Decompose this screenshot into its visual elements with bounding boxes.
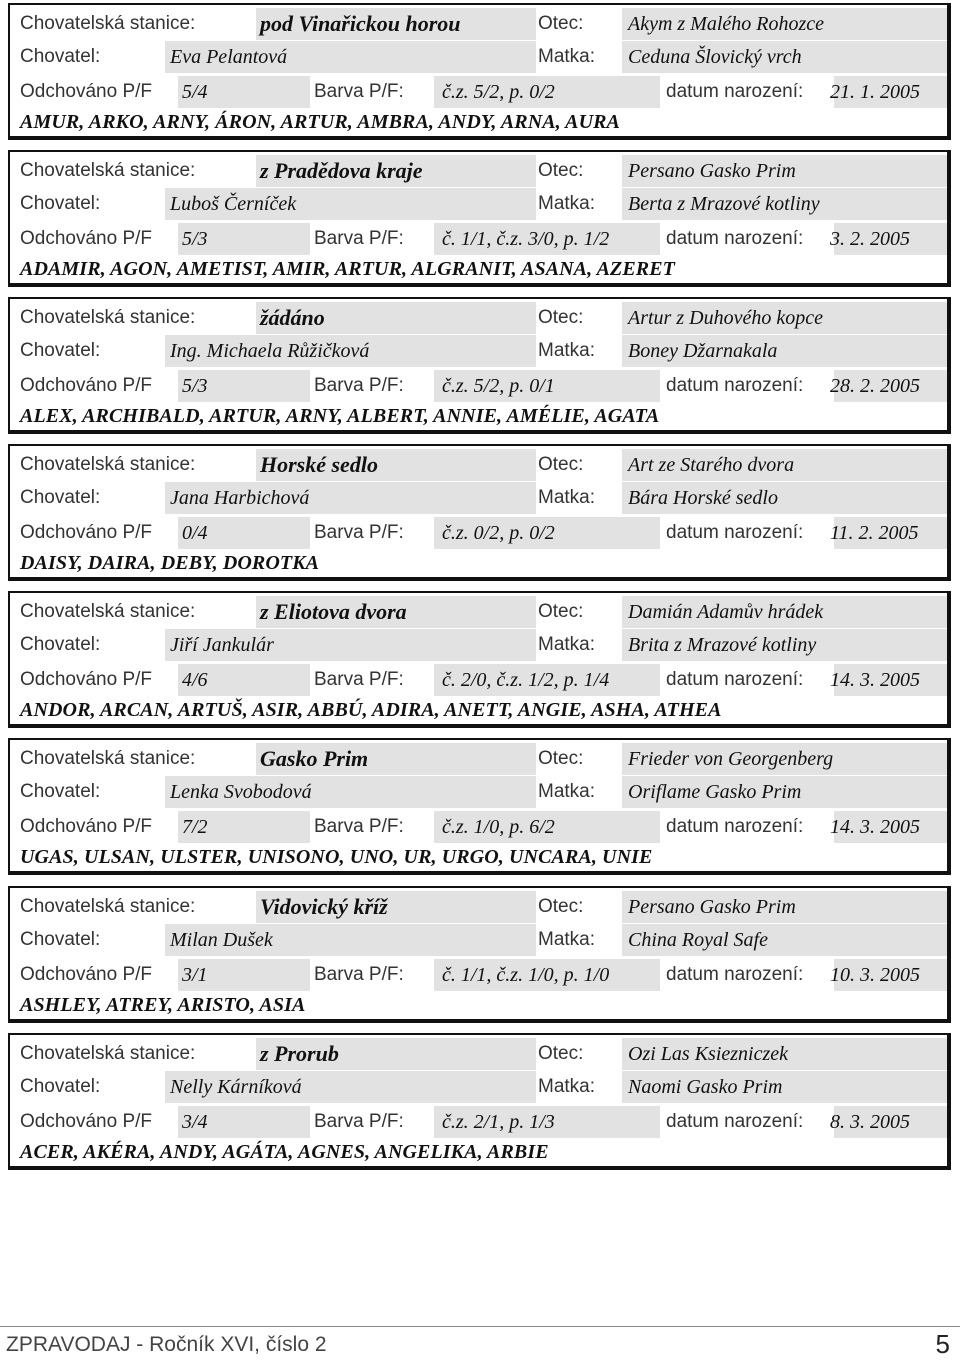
station-name: z Pradědova kraje [260, 158, 423, 183]
bred-label: Odchováno P/F [20, 816, 153, 837]
station-name: pod Vinařickou horou [260, 11, 461, 36]
bred-label: Odchováno P/F [20, 669, 153, 690]
footer-title: ZPRAVODAJ - Ročník XVI, číslo 2 [6, 1333, 327, 1356]
father-label: Otec: [538, 160, 584, 181]
color-value: č.z. 5/2, p. 0/1 [442, 375, 555, 397]
father-label: Otec: [538, 748, 584, 769]
row-details [10, 76, 947, 108]
father-name: Persano Gasko Prim [628, 896, 796, 918]
color-value: č. 2/0, č.z. 1/2, p. 1/4 [442, 669, 610, 691]
row-names [10, 695, 947, 725]
father-label: Otec: [538, 307, 584, 328]
father-name: Persano Gasko Prim [628, 160, 796, 182]
father-label: Otec: [538, 13, 584, 34]
puppy-names: ANDOR, ARCAN, ARTUŠ, ASIR, ABBÚ, ADIRA, ANETT, ANGIE, ASHA, ATHEA [20, 699, 722, 721]
breeder-label: Chovatel: [20, 340, 101, 361]
bred-value: 7/2 [182, 816, 208, 838]
birth-date: 3. 2. 2005 [830, 228, 910, 250]
station-label: Chovatelská stanice: [20, 601, 196, 622]
row-names [10, 254, 947, 284]
color-label: Barva P/F: [314, 228, 404, 249]
breeder-label: Chovatel: [20, 46, 101, 67]
litter-block [8, 150, 951, 287]
mother-label: Matka: [538, 46, 596, 67]
color-value: č.z. 2/1, p. 1/3 [442, 1111, 555, 1133]
father-label: Otec: [538, 1043, 584, 1064]
breeder-name: Jana Harbichová [170, 487, 310, 509]
puppy-names: AMUR, ARKO, ARNY, ÁRON, ARTUR, AMBRA, ANDY, ARNA, AURA [20, 111, 620, 133]
station-name: žádáno [260, 305, 325, 330]
puppy-names: ACER, AKÉRA, ANDY, AGÁTA, AGNES, ANGELIKA, ARBIE [20, 1141, 549, 1163]
mother-label: Matka: [538, 634, 596, 655]
father-name: Art ze Starého dvora [628, 454, 795, 476]
litter-block [8, 738, 951, 875]
station-label: Chovatelská stanice: [20, 13, 196, 34]
row-station [10, 302, 947, 334]
row-breeder [10, 335, 947, 367]
bred-value: 0/4 [182, 522, 208, 544]
birth-label: datum narození: [666, 669, 804, 690]
breeder-name: Eva Pelantová [170, 46, 288, 68]
puppy-names: DAISY, DAIRA, DEBY, DOROTKA [20, 552, 320, 574]
father-label: Otec: [538, 896, 584, 917]
color-label: Barva P/F: [314, 816, 404, 837]
breeder-label: Chovatel: [20, 781, 101, 802]
birth-label: datum narození: [666, 375, 804, 396]
litter-block [8, 591, 951, 728]
color-value: č.z. 1/0, p. 6/2 [442, 816, 555, 838]
page-number: 5 [935, 1329, 950, 1359]
bred-label: Odchováno P/F [20, 81, 153, 102]
row-names [10, 990, 947, 1020]
birth-label: datum narození: [666, 522, 804, 543]
mother-label: Matka: [538, 193, 596, 214]
color-label: Barva P/F: [314, 81, 404, 102]
color-label: Barva P/F: [314, 669, 404, 690]
puppy-names: ASHLEY, ATREY, ARISTO, ASIA [20, 994, 306, 1016]
father-name: Ozi Las Ksiezniczek [628, 1043, 788, 1065]
birth-date: 21. 1. 2005 [830, 81, 920, 103]
row-station [10, 8, 947, 40]
birth-label: datum narození: [666, 816, 804, 837]
station-name: z Prorub [260, 1041, 339, 1066]
color-value: č. 1/1, č.z. 1/0, p. 1/0 [442, 964, 610, 986]
color-label: Barva P/F: [314, 375, 404, 396]
row-details [10, 811, 947, 843]
row-breeder [10, 629, 947, 661]
birth-date: 14. 3. 2005 [830, 816, 920, 838]
row-details [10, 664, 947, 696]
row-station [10, 743, 947, 775]
breeder-label: Chovatel: [20, 929, 101, 950]
puppy-names: UGAS, ULSAN, ULSTER, UNISONO, UNO, UR, URGO, UNCARA, UNIE [20, 846, 653, 868]
mother-name: Boney Džarnakala [628, 340, 778, 362]
birth-label: datum narození: [666, 1111, 804, 1132]
breeder-label: Chovatel: [20, 487, 101, 508]
mother-label: Matka: [538, 781, 596, 802]
breeder-label: Chovatel: [20, 193, 101, 214]
birth-date: 10. 3. 2005 [830, 964, 920, 986]
breeder-name: Jiří Jankulár [170, 634, 274, 656]
color-value: č.z. 5/2, p. 0/2 [442, 81, 555, 103]
mother-name: Bára Horské sedlo [628, 487, 778, 509]
row-station [10, 449, 947, 481]
father-label: Otec: [538, 454, 584, 475]
station-name: Vidovický kříž [260, 894, 388, 919]
row-station [10, 1038, 947, 1070]
row-breeder [10, 482, 947, 514]
footer-rule [0, 1326, 960, 1327]
station-label: Chovatelská stanice: [20, 896, 196, 917]
row-station [10, 891, 947, 923]
father-name: Damián Adamův hrádek [628, 601, 824, 623]
row-station [10, 596, 947, 628]
bred-value: 4/6 [182, 669, 208, 691]
birth-label: datum narození: [666, 228, 804, 249]
color-label: Barva P/F: [314, 522, 404, 543]
station-label: Chovatelská stanice: [20, 454, 196, 475]
mother-name: China Royal Safe [628, 929, 768, 951]
litter-block [8, 3, 951, 140]
row-breeder [10, 776, 947, 808]
birth-label: datum narození: [666, 964, 804, 985]
row-breeder [10, 188, 947, 220]
mother-name: Brita z Mrazové kotliny [628, 634, 817, 656]
birth-date: 11. 2. 2005 [830, 522, 919, 544]
mother-name: Naomi Gasko Prim [628, 1076, 783, 1098]
father-name: Akym z Malého Rohozce [628, 13, 825, 35]
row-breeder [10, 924, 947, 956]
breeder-label: Chovatel: [20, 634, 101, 655]
station-label: Chovatelská stanice: [20, 748, 196, 769]
bred-value: 5/4 [182, 81, 208, 103]
litter-block [8, 297, 951, 434]
color-value: č. 1/1, č.z. 3/0, p. 1/2 [442, 228, 610, 250]
litter-block [8, 1033, 951, 1170]
mother-label: Matka: [538, 1076, 596, 1097]
row-names [10, 107, 947, 137]
birth-date: 28. 2. 2005 [830, 375, 920, 397]
breeder-name: Lenka Svobodová [170, 781, 312, 803]
row-details [10, 959, 947, 991]
mother-label: Matka: [538, 340, 596, 361]
row-details [10, 517, 947, 549]
mother-name: Ceduna Šlovický vrch [628, 46, 802, 68]
breeder-name: Ing. Michaela Růžičková [170, 340, 370, 362]
mother-name: Oriflame Gasko Prim [628, 781, 802, 803]
mother-label: Matka: [538, 487, 596, 508]
bred-value: 3/4 [182, 1111, 208, 1133]
bred-label: Odchováno P/F [20, 375, 153, 396]
row-station [10, 155, 947, 187]
mother-label: Matka: [538, 929, 596, 950]
father-name: Frieder von Georgenberg [628, 748, 834, 770]
litter-block [8, 444, 951, 581]
birth-date: 8. 3. 2005 [830, 1111, 910, 1133]
birth-date: 14. 3. 2005 [830, 669, 920, 691]
bred-value: 5/3 [182, 228, 208, 250]
station-label: Chovatelská stanice: [20, 160, 196, 181]
station-name: z Eliotova dvora [260, 599, 407, 624]
bred-value: 5/3 [182, 375, 208, 397]
row-breeder [10, 1071, 947, 1103]
row-names [10, 548, 947, 578]
mother-name: Berta z Mrazové kotliny [628, 193, 820, 215]
station-label: Chovatelská stanice: [20, 1043, 196, 1064]
father-name: Artur z Duhového kopce [628, 307, 823, 329]
station-label: Chovatelská stanice: [20, 307, 196, 328]
row-breeder [10, 41, 947, 73]
breeder-name: Milan Dušek [170, 929, 273, 951]
row-details [10, 223, 947, 255]
row-names [10, 1137, 947, 1167]
row-details [10, 370, 947, 402]
litter-block [8, 886, 951, 1023]
station-name: Gasko Prim [260, 746, 369, 771]
birth-label: datum narození: [666, 81, 804, 102]
bred-value: 3/1 [182, 964, 208, 986]
puppy-names: ALEX, ARCHIBALD, ARTUR, ARNY, ALBERT, ANNIE, AMÉLIE, AGATA [20, 405, 660, 427]
color-label: Barva P/F: [314, 964, 404, 985]
color-label: Barva P/F: [314, 1111, 404, 1132]
breeder-name: Luboš Černíček [170, 193, 297, 215]
row-details [10, 1106, 947, 1138]
bred-label: Odchováno P/F [20, 228, 153, 249]
bred-label: Odchováno P/F [20, 1111, 153, 1132]
bred-label: Odchováno P/F [20, 964, 153, 985]
row-names [10, 842, 947, 872]
father-label: Otec: [538, 601, 584, 622]
breeder-name: Nelly Kárníková [170, 1076, 302, 1098]
bred-label: Odchováno P/F [20, 522, 153, 543]
station-name: Horské sedlo [260, 452, 378, 477]
row-names [10, 401, 947, 431]
breeder-label: Chovatel: [20, 1076, 101, 1097]
puppy-names: ADAMIR, AGON, AMETIST, AMIR, ARTUR, ALGRANIT, ASANA, AZERET [20, 258, 675, 280]
color-value: č.z. 0/2, p. 0/2 [442, 522, 555, 544]
